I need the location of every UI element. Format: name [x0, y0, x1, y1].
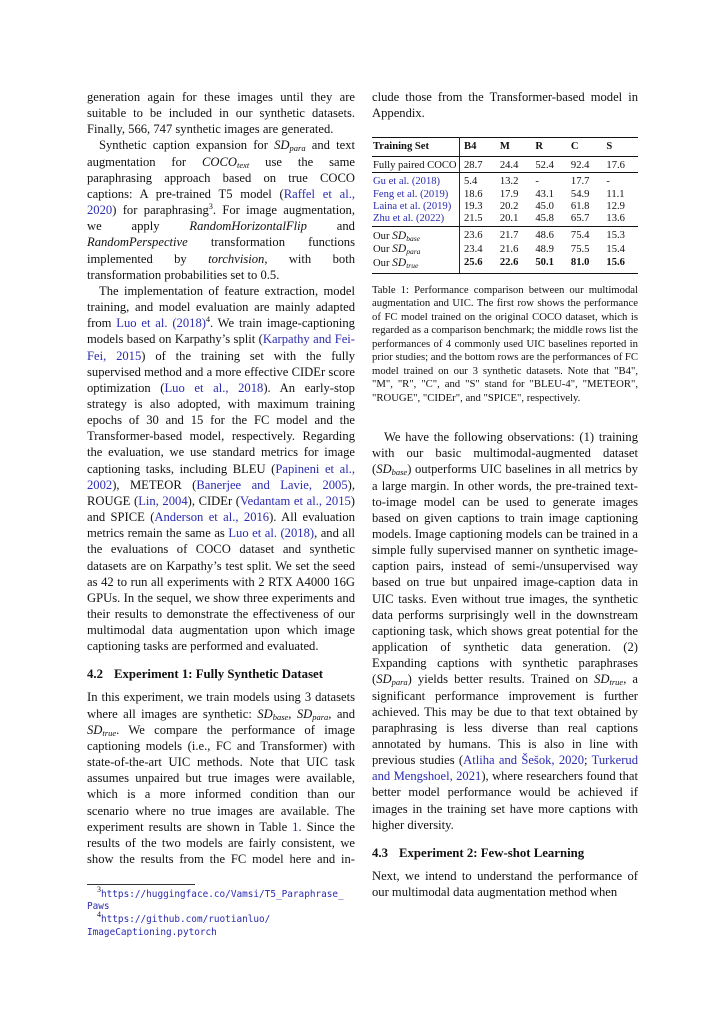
- math-symbol: RandomPerspective: [87, 235, 188, 250]
- math-subscript: true: [406, 260, 419, 270]
- metric-value: 54.9: [570, 188, 590, 200]
- text-run: ) yields better results. Trained on: [407, 672, 595, 687]
- math-symbol: SD: [257, 706, 273, 721]
- math-symbol: SD: [87, 722, 103, 737]
- math-subscript: para: [406, 247, 421, 257]
- paragraph: [372, 429, 638, 833]
- table-row: [372, 243, 638, 256]
- metric-value: 23.4: [464, 243, 483, 255]
- section-heading-4-3: [372, 845, 638, 861]
- citation-link[interactable]: Anderson et al., 2016: [154, 510, 270, 525]
- metric-value: 92.4: [567, 156, 603, 172]
- math-subscript: base: [391, 467, 408, 478]
- metric-value: 12.9: [606, 200, 625, 212]
- math-subscript: para: [391, 677, 408, 688]
- text-run: . We compare the performance of image captioning models (i.e., FC and Transformer) with state-of-the-art UIC methods. Note that UIC task assumes unpaired but true images were available, which is a more informed condition than our scenario where no true images are available. The experiment results are shown in Table: [87, 722, 355, 834]
- experiment-2-body: [372, 868, 638, 900]
- table-header-row: [372, 138, 638, 156]
- row-label: [372, 156, 460, 172]
- text-run: , and all the evaluations of COCO dataset and synthetic datasets are on Karpathy’s test split. We set the seed as 42 to run all experiments with 2 RTX A4000 16G GPUs. In the sequel, we show three experiments and their results to demonstrate the effectiveness of our multimodal data augmentation upon which image captioning tasks are performed and evaluated.: [87, 526, 356, 654]
- text-run: ), ROUGE (: [87, 477, 355, 508]
- math-subscript: true: [102, 727, 117, 738]
- text-run: use the same paraphrasing approach based on true COCO captions: A pre-trained T5 model (: [87, 154, 356, 201]
- table-row: [372, 173, 638, 189]
- text-run: We have the following observations: (1) training with our basic multimodal-augmented dataset (: [372, 430, 638, 477]
- citation-link[interactable]: Luo et al., 2018: [164, 380, 264, 395]
- table-row: [372, 226, 638, 243]
- footnote-link[interactable]: https://huggingface.co/Vamsi/T5_Paraphrase_ Paws: [87, 888, 344, 913]
- section-title: Experiment 2: Few-shot Learning: [399, 845, 585, 860]
- metric-value: 48.6: [531, 226, 567, 243]
- math-symbol: SD: [274, 138, 290, 153]
- table-row: [372, 213, 638, 226]
- footnote-divider: [87, 884, 195, 885]
- text-run: . We train image-captioning models based on Karpathy’s split (: [87, 316, 355, 347]
- citation-link[interactable]: Turkerud and Mengshoel, 2021: [372, 753, 638, 784]
- math-subscript: true: [609, 677, 624, 688]
- column-header: Training Set: [372, 138, 460, 156]
- metric-value: 15.6: [602, 257, 638, 274]
- text-run: ,: [288, 706, 297, 721]
- column-header: M: [496, 138, 532, 156]
- metric-value: 45.8: [535, 213, 554, 225]
- metric-value: 25.6: [460, 257, 496, 274]
- row-label[interactable]: [372, 201, 460, 213]
- experiment-1-body: [87, 689, 355, 867]
- text-run: ) outperforms UIC baselines in all metrics by a large margin. In other words, the pre-trained text-to-image model can be used to generate images based on given captions to train image captioning models. Image captioning models can be trained in a simple fully supervised manner on synthetic image-caption pairs, instead of semi-/unsupervised way based on true but unpaired image-caption data in UIC tasks. Even without true images, the synthetic data performs surprisingly well in the downstream captioning task, which shows great potential for the application of synthetic data generation. (2) Expanding captions with synthetic paraphrases (: [372, 462, 638, 687]
- right-column-intro: [372, 89, 638, 121]
- math-symbol: SD: [296, 706, 313, 721]
- citation-link[interactable]: Luo et al. (2018): [228, 526, 315, 541]
- right-column: [372, 89, 638, 900]
- math-symbol: SD: [392, 229, 407, 242]
- metric-value: 50.1: [531, 257, 567, 274]
- metric-value: 24.4: [496, 156, 532, 172]
- math-symbol: RandomHorizontalFlip: [189, 219, 307, 234]
- footnote-mark: 4: [97, 910, 101, 920]
- column-header: S: [602, 138, 638, 156]
- citation-link[interactable]: Feng et al. (2019): [373, 188, 449, 200]
- section-number: 4.3: [372, 845, 388, 860]
- metric-value: 52.4: [531, 156, 567, 172]
- text-run: generation again for these images until they are suitable to be included in our synthetic datasets. Finally, 566, 747 synthetic images are generated.: [87, 90, 355, 137]
- text-run: ;: [584, 753, 592, 768]
- footnote-ref: 3: [208, 202, 213, 212]
- row-label[interactable]: [372, 173, 460, 189]
- table-row: [372, 257, 638, 274]
- observations-body: [372, 429, 638, 833]
- section-number: 4.2: [87, 667, 103, 682]
- math-symbol: SD: [594, 672, 610, 687]
- citation-link[interactable]: Luo et al. (2018): [116, 316, 206, 331]
- footnotes: [87, 874, 355, 939]
- left-column-body: [87, 89, 355, 654]
- text-run: ) for paraphrasing: [112, 203, 209, 218]
- column-header: B4: [460, 138, 496, 156]
- metric-value: 65.7: [570, 213, 590, 225]
- text-run: ), where researchers found that better model performance would be achieved if images in the training set have more captions with higher diversity.: [372, 769, 638, 832]
- paragraph: [87, 137, 355, 282]
- results-table: [372, 137, 638, 274]
- citation-link[interactable]: 1: [292, 819, 299, 834]
- citation-link[interactable]: Papineni et al., 2002: [87, 461, 355, 492]
- math-subscript: base: [272, 711, 289, 722]
- text-run: ), METEOR (: [112, 477, 197, 492]
- table-row: [372, 156, 638, 172]
- text-run: In this experiment, we train models using 3 datasets where all images are synthetic:: [87, 690, 355, 721]
- paragraph: [87, 283, 355, 655]
- left-column: [87, 89, 355, 939]
- table-caption: Table 1: Performance comparison between our multimodal augmentation and UIC. The first row shows the performance of FC model trained on the original COCO dataset, which is regarded as a comparison benchmark; the middle rows list the performances of 4 commonly used UIC baselines reported in prior studies; and the bottom rows are the performances of FC model trained on our 3 synthetic datasets. Note that "B4", "M", "R", "C", and "S" stand for "BLEU-4", "METEOR", "ROUGE", "CIDEr", and "SPICE", respectively.: [372, 283, 638, 404]
- text-run: , and: [328, 706, 355, 721]
- paragraph: [372, 868, 638, 900]
- row-label: [372, 226, 460, 243]
- metric-value: 81.0: [567, 257, 603, 274]
- footnote-3[interactable]: [87, 884, 355, 914]
- math-symbol: SD: [392, 243, 407, 256]
- metric-value: 61.8: [570, 200, 590, 212]
- citation-link[interactable]: Karpathy and Fei-Fei, 2015: [87, 332, 355, 363]
- text-run: ), CIDEr (: [187, 493, 240, 508]
- metric-value: 15.4: [606, 243, 625, 255]
- text-run: clude those from the Transformer-based model in Appendix.: [372, 90, 638, 121]
- text-run: , with both transformation probabilities set to 0.5.: [87, 251, 355, 282]
- text-run: ) of the training set with the fully supervised method and a more effective CIDEr score optimization (: [87, 348, 355, 395]
- metric-value: 21.6: [499, 243, 519, 255]
- footnote-4[interactable]: [87, 910, 355, 939]
- text-run: Next, we intend to understand the performance of our multimodal data augmentation method when: [372, 868, 638, 900]
- metric-value: 18.6: [464, 188, 483, 200]
- citation-link[interactable]: Lin, 2004: [138, 493, 188, 508]
- citation-link[interactable]: Atliha and Šešok, 2020: [463, 753, 585, 768]
- section-title: Experiment 1: Fully Synthetic Dataset: [114, 667, 323, 682]
- label-text: Our: [373, 257, 393, 269]
- metric-value: 19.3: [464, 200, 483, 212]
- italic-term: torchvision: [208, 251, 265, 266]
- text-run: . Since the results of the two models are fairly consistent, we show the results from the FC model here and in-: [87, 819, 355, 867]
- text-run: and: [306, 219, 355, 234]
- row-label[interactable]: [372, 213, 460, 226]
- metric-value: 11.1: [606, 188, 625, 200]
- citation-link[interactable]: Banerjee and Lavie, 2005: [196, 477, 348, 492]
- citation-link[interactable]: Zhu et al. (2022): [373, 213, 445, 225]
- metric-value: 5.4: [460, 173, 496, 189]
- text-run: The implementation of feature extraction, model training, and model evaluation are mainly adapted from: [87, 283, 355, 331]
- table-row: [372, 201, 638, 213]
- table-row: [372, 189, 638, 201]
- metric-value: 48.9: [535, 243, 554, 255]
- text-run: ) and SPICE (: [87, 493, 355, 525]
- footnote-link[interactable]: https://github.com/ruotianluo/ ImageCaptioning.pytorch: [87, 914, 271, 938]
- text-run: ). An early-stop strategy is also adopted, with maximum training epochs of 30 and 15 for the FC model and the Transformer-based model, respectively. Regarding the evaluation, we use standard metrics for image captioning tasks, including BLEU (: [87, 380, 355, 476]
- metric-value: 21.5: [464, 213, 483, 225]
- metric-value: 21.7: [496, 226, 532, 243]
- column-header: C: [567, 138, 603, 156]
- row-label[interactable]: [372, 189, 460, 201]
- citation-link[interactable]: Raffel et al., 2020: [87, 186, 355, 218]
- paragraph: [372, 89, 638, 121]
- metric-value: -: [531, 173, 567, 189]
- text-run: Synthetic caption expansion for: [99, 138, 275, 153]
- citation-link[interactable]: Laina et al. (2019): [373, 200, 452, 212]
- label-text: Fully paired COCO: [373, 159, 457, 171]
- paragraph: [87, 89, 355, 137]
- math-subscript: para: [312, 711, 329, 722]
- metric-value: 17.9: [499, 188, 519, 200]
- metric-value: 20.1: [499, 213, 519, 225]
- metric-value: 13.6: [606, 213, 625, 225]
- label-text: Our: [373, 230, 393, 242]
- text-run: . For image augmentation, we apply: [87, 203, 356, 234]
- row-label: [372, 243, 460, 256]
- footnote-mark: 3: [97, 884, 101, 894]
- citation-link[interactable]: Vedantam et al., 2015: [239, 493, 351, 508]
- math-symbol: COCO: [202, 154, 238, 169]
- metric-value: 75.4: [567, 226, 603, 243]
- metric-value: 22.6: [496, 257, 532, 274]
- math-subscript: base: [406, 233, 420, 243]
- text-run: transformation functions implemented by: [87, 235, 355, 266]
- section-heading-4-2: [87, 666, 355, 682]
- citation-link[interactable]: Gu et al. (2018): [373, 176, 441, 188]
- column-header: R: [531, 138, 567, 156]
- metric-value: 15.3: [602, 226, 638, 243]
- metric-value: 13.2: [496, 173, 532, 189]
- metric-value: 28.7: [460, 156, 496, 172]
- metric-value: 43.1: [535, 188, 554, 200]
- metric-value: -: [602, 173, 638, 189]
- metric-value: 23.6: [460, 226, 496, 243]
- text-run: ). All evaluation metrics remain the same as: [87, 510, 355, 541]
- footnote-ref: 4: [205, 315, 210, 325]
- metric-value: 20.2: [499, 200, 519, 212]
- math-symbol: SD: [376, 462, 392, 477]
- metric-value: 17.7: [567, 173, 603, 189]
- metric-value: 17.6: [602, 156, 638, 172]
- label-text: Our: [373, 244, 393, 256]
- math-symbol: SD: [376, 672, 392, 687]
- metric-value: 45.0: [535, 200, 554, 212]
- math-subscript: para: [289, 143, 306, 154]
- text-run: and text augmentation for: [87, 138, 356, 169]
- math-symbol: SD: [392, 256, 407, 269]
- row-label: [372, 257, 460, 274]
- math-subscript: text: [237, 159, 250, 170]
- text-run: , a significant performance improvement is further achieved. This may be due to that text obtained by paraphrasing is less diverse than real captions annotated by humans. This is also in line with previous studies (: [372, 672, 639, 768]
- metric-value: 75.5: [570, 243, 590, 255]
- paragraph: [87, 689, 355, 867]
